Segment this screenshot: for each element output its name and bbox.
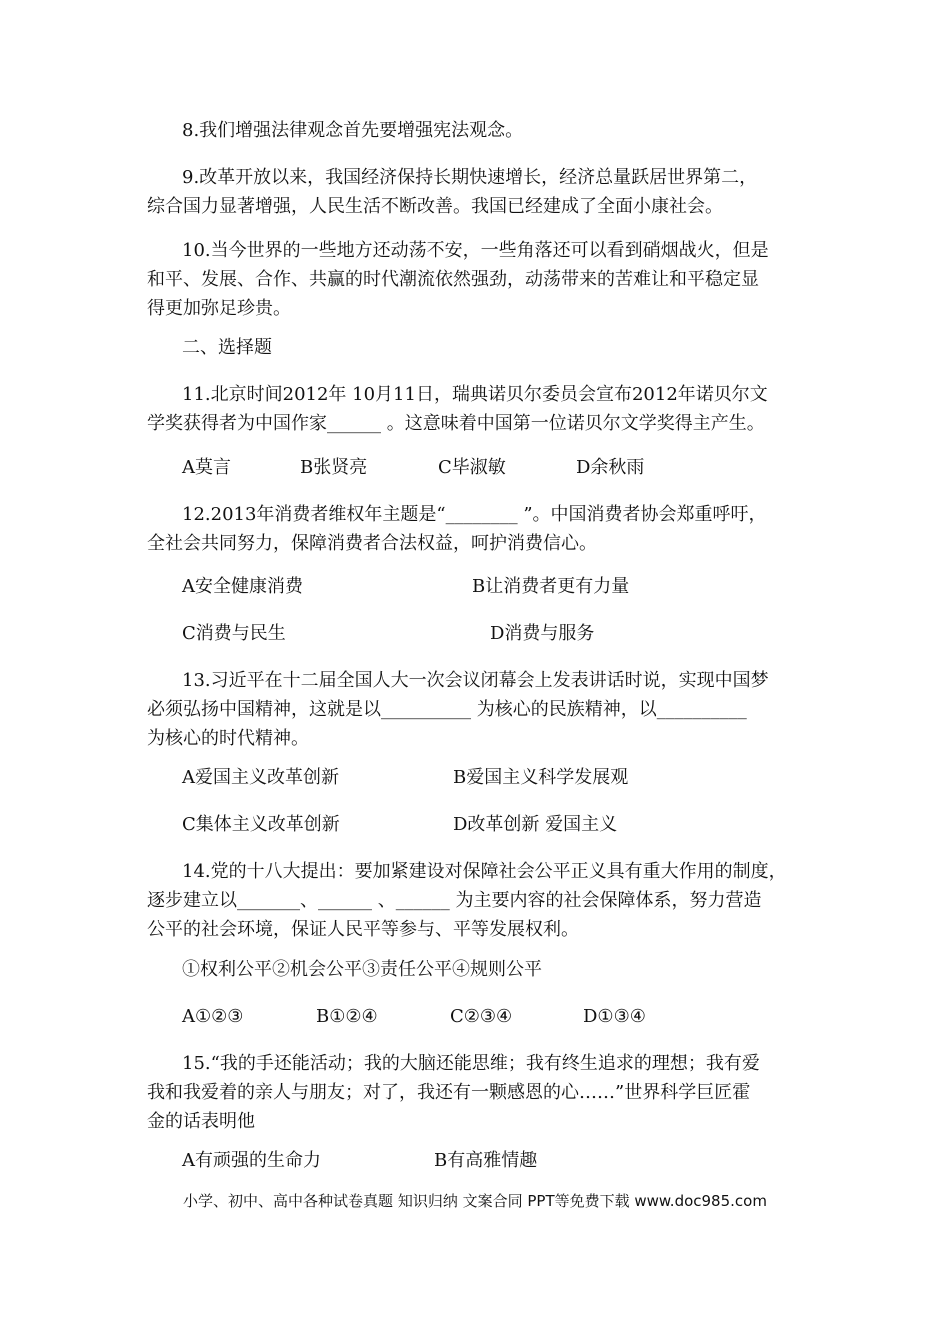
- q15-line: 金的话表明他: [147, 1111, 255, 1132]
- q12-option-b: B让消费者更有力量: [472, 576, 630, 597]
- q13-option-a: A爱国主义改革创新: [182, 767, 339, 788]
- section-2-title: 二、选择题: [182, 337, 272, 358]
- section-heading: [182, 333, 272, 362]
- q10-line: 和平、发展、合作、共赢的时代潮流依然强劲，动荡带来的苦难让和平稳定显: [147, 269, 759, 290]
- q14-items: [182, 955, 542, 984]
- question-12: [147, 500, 767, 558]
- q14-line: 公平的社会环境，保证人民平等参与、平等发展权利。: [147, 919, 579, 940]
- q13-option-c: C集体主义改革创新: [182, 814, 340, 835]
- q10-line: 10.当今世界的一些地方还动荡不安，一些角落还可以看到硝烟战火，但是: [182, 240, 769, 261]
- q14-option-c: C②③④: [450, 1006, 513, 1027]
- question-14: [147, 857, 787, 944]
- q11-option-c: C毕淑敏: [438, 457, 506, 478]
- q15-option-a: A有顽强的生命力: [182, 1150, 321, 1171]
- q12-option-a: A安全健康消费: [182, 576, 303, 597]
- question-9: [147, 163, 757, 221]
- q13-option-d: D改革创新 爱国主义: [453, 814, 618, 835]
- q11-option-a: A莫言: [182, 457, 231, 478]
- q9-line: 9.改革开放以来，我国经济保持长期快速增长，经济总量跃居世界第二，: [182, 167, 758, 188]
- q12-option-d: D消费与服务: [490, 623, 595, 644]
- q12-option-c: C消费与民生: [182, 623, 286, 644]
- q14-line: 逐步建立以_______、______ 、______ 为主要内容的社会保障体系，努力营造: [147, 890, 762, 911]
- q14-option-d: D①③④: [583, 1006, 646, 1027]
- question-15: [147, 1049, 760, 1136]
- q14-line: 14.党的十八大提出：要加紧建设对保障社会公平正义具有重大作用的制度，: [182, 861, 787, 882]
- q11-line: 学奖获得者为中国作家______ 。这意味着中国第一位诺贝尔文学奖得主产生。: [147, 413, 765, 434]
- q8-text: 8.我们增强法律观念首先要增强宪法观念。: [182, 120, 524, 141]
- question-13: [147, 666, 769, 753]
- q11-option-d: D余秋雨: [576, 457, 645, 478]
- question-11: [147, 380, 768, 438]
- q14-items-text: ①权利公平②机会公平③责任公平④规则公平: [182, 959, 542, 980]
- q14-option-a: A①②③: [182, 1006, 244, 1027]
- q11-option-b: B张贤亮: [300, 457, 368, 478]
- question-10: [147, 236, 769, 323]
- q10-line: 得更加弥足珍贵。: [147, 298, 291, 319]
- q15-line: 15.“我的手还能活动；我的大脑还能思维；我有终生追求的理想；我有爱: [182, 1053, 760, 1074]
- page-footer: 小学、初中、高中各种试卷真题 知识归纳 文案合同 PPT等免费下载 www.doc985.com: [183, 1192, 767, 1210]
- q13-line: 13.习近平在十二届全国人大一次会议闭幕会上发表讲话时说，实现中国梦: [182, 670, 769, 691]
- q15-line: 我和我爱着的亲人与朋友；对了，我还有一颗感恩的心……”世界科学巨匠霍: [147, 1082, 751, 1103]
- q13-line: 为核心的时代精神。: [147, 728, 309, 749]
- q14-option-b: B①②④: [316, 1006, 378, 1027]
- q9-line: 综合国力显著增强，人民生活不断改善。我国已经建成了全面小康社会。: [147, 196, 723, 217]
- q13-option-b: B爱国主义科学发展观: [453, 767, 629, 788]
- q12-line: 全社会共同努力，保障消费者合法权益，呵护消费信心。: [147, 533, 597, 554]
- q13-line: 必须弘扬中国精神，这就是以__________ 为核心的民族精神，以__________: [147, 699, 747, 720]
- question-8: [182, 116, 523, 145]
- q12-line: 12.2013年消费者维权年主题是“________ ”。中国消费者协会郑重呼吁，: [182, 504, 767, 525]
- q15-option-b: B有高雅情趣: [434, 1150, 538, 1171]
- q11-line: 11.北京时间2012年 10月11日，瑞典诺贝尔委员会宣布2012年诺贝尔文: [182, 384, 768, 405]
